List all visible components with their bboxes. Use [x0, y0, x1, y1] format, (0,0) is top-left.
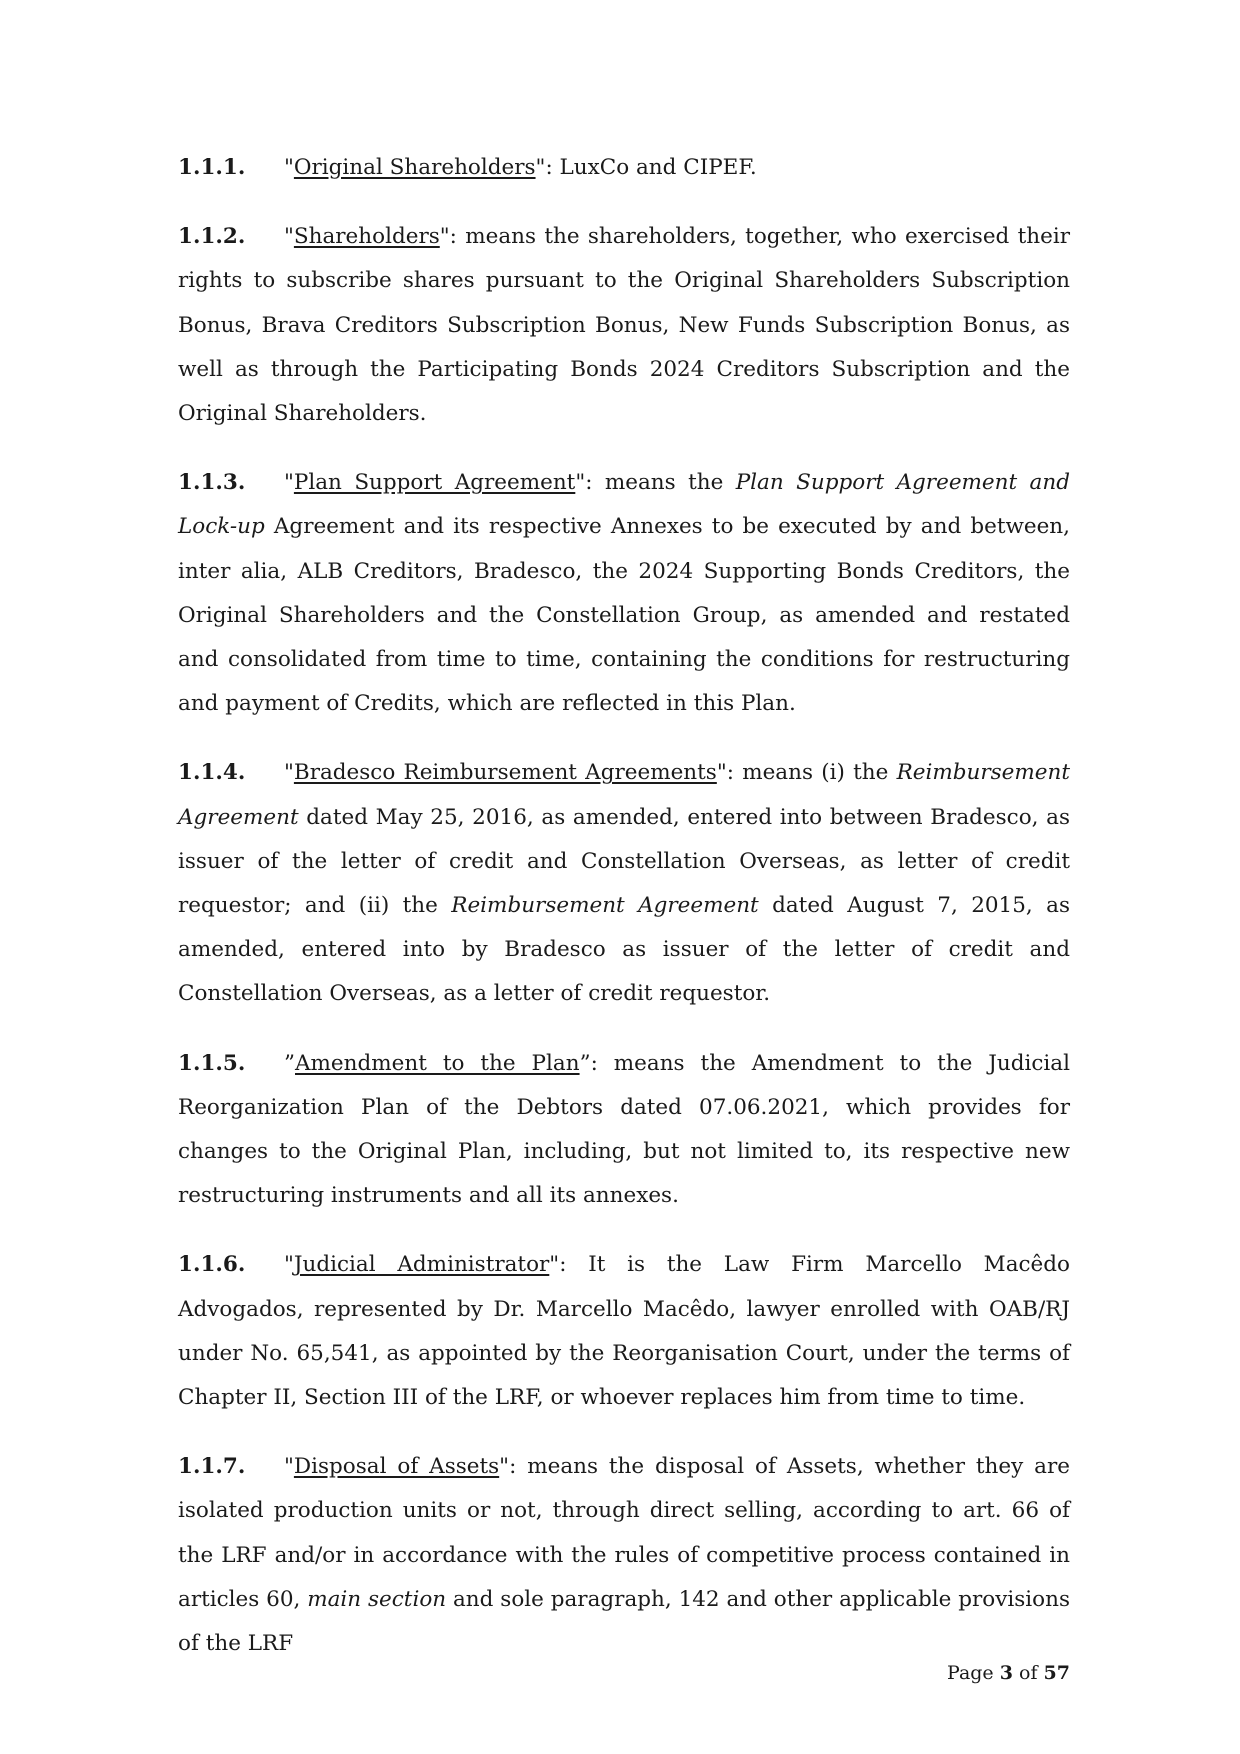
close-quote: "	[575, 470, 586, 496]
clause-italic-text: Reimbursement Agreement	[178, 760, 1070, 830]
page-word: Page	[947, 1662, 994, 1684]
close-quote: "	[535, 155, 546, 180]
defined-term: Plan Support Agreement	[293, 470, 576, 496]
clause-1-1-3	[178, 461, 1070, 726]
clause-italic-text: Plan Support Agreement and Lock-up	[178, 470, 1070, 540]
clause-italic-text: Reimbursement Agreement	[451, 893, 759, 919]
of-word: of	[1019, 1662, 1038, 1684]
clause-number: 1.1.1.	[178, 155, 246, 180]
clause-1-1-5	[178, 1042, 1070, 1219]
clause-text: : It is the Law Firm Marcello Macêdo Advogados, represented by Dr. Marcello Macêdo, lawyer enrolled with OAB/RJ under No. 65,541, as appointed by the Reorganisation Court, under the terms of Chapter II, Section III of the LRF, or whoever replaces him from time to time.	[178, 1252, 1070, 1411]
clause-text: : means the disposal of Assets, whether they are isolated production units or not, through direct selling, according to art. 66 of the LRF and/or in accordance with the rules of competitive process contained in articles 60,	[178, 1454, 1070, 1612]
page-footer	[947, 1662, 1070, 1684]
open-quote: ”	[284, 1050, 295, 1076]
clause-number: 1.1.4.	[178, 760, 246, 786]
current-page-number: 3	[999, 1662, 1013, 1684]
open-quote: "	[284, 224, 294, 250]
open-quote: "	[284, 155, 294, 180]
clause-text: dated August 7, 2015, as amended, entered into by Bradesco as issuer of the letter of credit and Constellation Overseas, as a letter of credit requestor.	[178, 893, 1070, 1007]
open-quote: "	[284, 760, 294, 786]
total-page-count: 57	[1043, 1662, 1070, 1684]
open-quote: "	[284, 470, 294, 496]
clause-number: 1.1.6.	[178, 1252, 246, 1278]
close-quote: "	[439, 224, 450, 250]
clause-number: 1.1.3.	[178, 470, 246, 496]
clause-text: dated May 25, 2016, as amended, entered into between Bradesco, as issuer of the letter of credit and Constellation Overseas, as letter of credit requestor; and (ii) the	[178, 804, 1070, 919]
defined-term: Shareholders	[293, 224, 440, 250]
defined-term: Bradesco Reimbursement Agreements	[293, 760, 717, 786]
document-body	[178, 146, 1070, 1691]
clause-1-1-2	[178, 215, 1070, 436]
clause-number: 1.1.5.	[178, 1050, 246, 1076]
clause-text: and sole paragraph, 142 and other applicable provisions of the LRF	[178, 1586, 1070, 1657]
clause-text: : means the Amendment to the Judicial Reorganization Plan of the Debtors dated 07.06.2021, which provides for changes to the Original Plan, including, but not limited to, its respective new restructuring instruments and all its annexes.	[178, 1050, 1071, 1209]
clause-number: 1.1.2.	[178, 224, 246, 250]
clause-1-1-6	[178, 1243, 1070, 1420]
clause-text: : means the shareholders, together, who exercised their rights to subscribe shares pursuant to the Original Shareholders Subscription Bonus, Brava Creditors Subscription Bonus, New Funds Subscription Bonus, as well as through the Participating Bonds 2024 Creditors Subscription and the Original Shareholders.	[178, 224, 1070, 427]
clause-text: : means the	[585, 470, 736, 496]
open-quote: "	[284, 1454, 294, 1480]
clause-1-1-1	[178, 146, 1070, 190]
close-quote: "	[499, 1454, 510, 1480]
open-quote: "	[284, 1252, 294, 1278]
clause-text: : LuxCo and CIPEF.	[545, 155, 757, 180]
clause-1-1-7	[178, 1445, 1070, 1666]
defined-term: Amendment to the Plan	[295, 1050, 580, 1076]
defined-term: Judicial Administrator	[293, 1252, 550, 1278]
clause-italic-text: main section	[307, 1586, 447, 1612]
clause-number: 1.1.7.	[178, 1454, 246, 1480]
clause-text: Agreement and its respective Annexes to be executed by and between, inter alia, ALB Creditors, Bradesco, the 2024 Supporting Bonds Creditors, the Original Shareholders and the Constellation Group, as amended and restated and consolidated from time to time, containing the conditions for restructuring and payment of Credits, which are reflected in this Plan.	[178, 514, 1070, 717]
close-quote: "	[549, 1252, 560, 1278]
close-quote: "	[716, 760, 727, 786]
clause-1-1-4	[178, 751, 1070, 1016]
clause-text: : means (i) the	[726, 760, 897, 786]
defined-term: Disposal of Assets	[293, 1454, 500, 1480]
close-quote: ”	[579, 1050, 591, 1076]
defined-term: Original Shareholders	[293, 155, 536, 180]
